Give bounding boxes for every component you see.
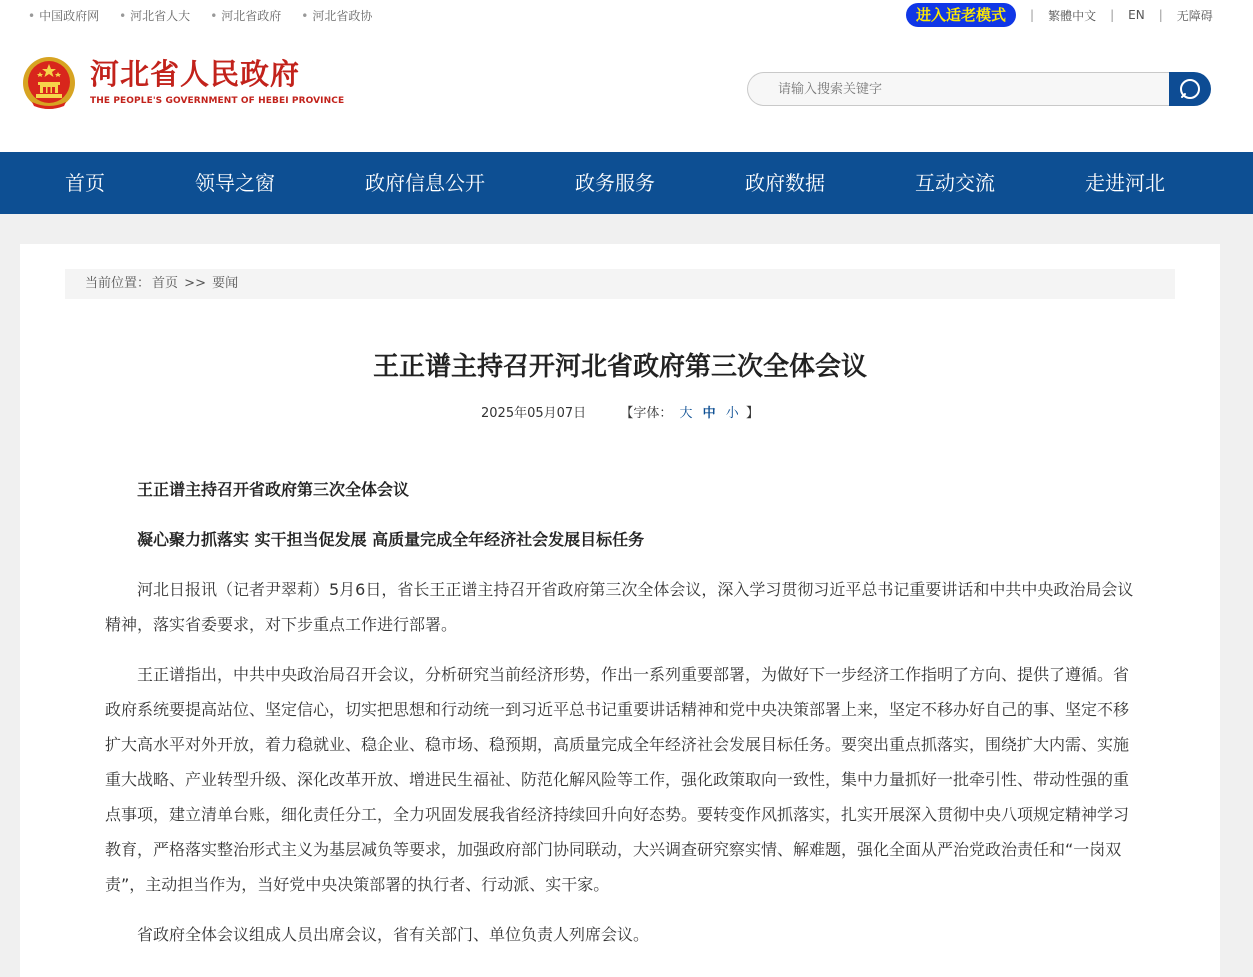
- nav-home[interactable]: 首页: [65, 171, 105, 195]
- article-body: [105, 472, 1137, 967]
- article-container: [20, 244, 1220, 977]
- article-title: 王正谱主持召开河北省政府第三次全体会议: [372, 352, 867, 382]
- article-paragraph: 王正谱指出，中共中央政治局召开会议，分析研究当前经济形势，作出一系列重要部署，为做好下一步经济工作指明了方向、提供了遵循。省政府系统要提高站位、坚定信心，切实把思想和行动统一到习近平总书记重要讲话精神和党中央决策部署上来，坚定不移办好自己的事、坚定不移扩大高水平对外开放，着力稳就业、稳企业、稳市场、稳预期，高质量完成全年经济社会发展目标任务。要突出重点抓落实，围绕扩大内需、实施重大战略、产业转型升级、深化改革开放、增进民生福祉、防范化解风险等工作，强化政策取向一致性，集中力量抓好一批牵引性、带动性强的重点事项，建立清单台账，细化责任分工，全力巩固发展我省经济持续回升向好态势。要转变作风抓落实，扎实开展深入贯彻中央八项规定精神学习教育，严格落实整治形式主义为基层减负等要求，加强政府部门协同联动，大兴调查研究察实情、解难题，强化全面从严治党政治责任和“一岗双责”，主动担当作为，当好党中央决策部署的执行者、行动派、实干家。: [105, 665, 1130, 894]
- font-size-large[interactable]: 大: [679, 406, 693, 421]
- header: [0, 0, 1253, 152]
- search-input[interactable]: [748, 73, 1169, 105]
- top-link-cppcc[interactable]: • 河北省政协: [301, 9, 373, 23]
- font-size-label: 【字体：: [620, 406, 673, 421]
- article-headline: 凝心聚力抓落实 实干担当促发展 高质量完成全年经济社会发展目标任务: [137, 530, 645, 549]
- english-link[interactable]: EN: [1128, 8, 1145, 22]
- article-paragraph: 省政府全体会议组成人员出席会议，省有关部门、单位负责人列席会议。: [137, 925, 650, 944]
- search-box: [747, 72, 1169, 106]
- breadcrumb-label: 当前位置：: [85, 276, 151, 291]
- elder-mode-button[interactable]: 进入适老模式: [906, 3, 1016, 27]
- font-size-small[interactable]: 小: [725, 406, 739, 421]
- site-title[interactable]: 河北省人民政府: [90, 57, 301, 91]
- article-paragraph: 河北日报讯（记者尹翠莉）5月6日，省长王正谱主持召开省政府第三次全体会议，深入学习贯彻习近平总书记重要讲话和中共中央政治局会议精神，落实省委要求，对下步重点工作进行部署。: [105, 580, 1134, 634]
- article-meta: [20, 402, 1220, 421]
- accessibility-link[interactable]: 无障碍: [1176, 8, 1213, 23]
- font-size-medium[interactable]: 中: [702, 406, 716, 421]
- nav-leaders[interactable]: 领导之窗: [195, 171, 275, 195]
- breadcrumb-separator: >>: [184, 276, 206, 291]
- article-date: 2025年05月07日: [481, 406, 587, 421]
- breadcrumb: [65, 269, 1175, 299]
- traditional-chinese-link[interactable]: 繁體中文: [1048, 8, 1097, 23]
- top-link-gov[interactable]: • 中国政府网: [28, 9, 100, 23]
- top-link-npc[interactable]: • 河北省人大: [119, 9, 191, 23]
- top-link-prov[interactable]: • 河北省政府: [210, 9, 282, 23]
- nav-info-disclosure[interactable]: 政府信息公开: [365, 171, 485, 195]
- main-nav: [0, 152, 1253, 214]
- font-size-label-close: 】: [745, 406, 759, 421]
- search-button[interactable]: [1169, 72, 1211, 106]
- breadcrumb-current[interactable]: 要闻: [212, 276, 239, 291]
- national-emblem-icon[interactable]: [22, 56, 76, 110]
- nav-interaction[interactable]: 互动交流: [915, 171, 995, 195]
- nav-gov-services[interactable]: 政务服务: [575, 171, 655, 195]
- nav-gov-data[interactable]: 政府数据: [745, 171, 825, 195]
- top-links: [28, 8, 392, 24]
- site-subtitle: THE PEOPLE'S GOVERNMENT OF HEBEI PROVINCE: [90, 96, 345, 106]
- search-icon: [1178, 77, 1202, 101]
- nav-about-hebei[interactable]: 走进河北: [1085, 171, 1165, 195]
- article-subheading: 王正谱主持召开省政府第三次全体会议: [137, 480, 410, 499]
- breadcrumb-home[interactable]: 首页: [152, 276, 179, 291]
- top-right-tools: 进入适老模式 | 繁體中文 | EN | 无障碍: [906, 3, 1213, 27]
